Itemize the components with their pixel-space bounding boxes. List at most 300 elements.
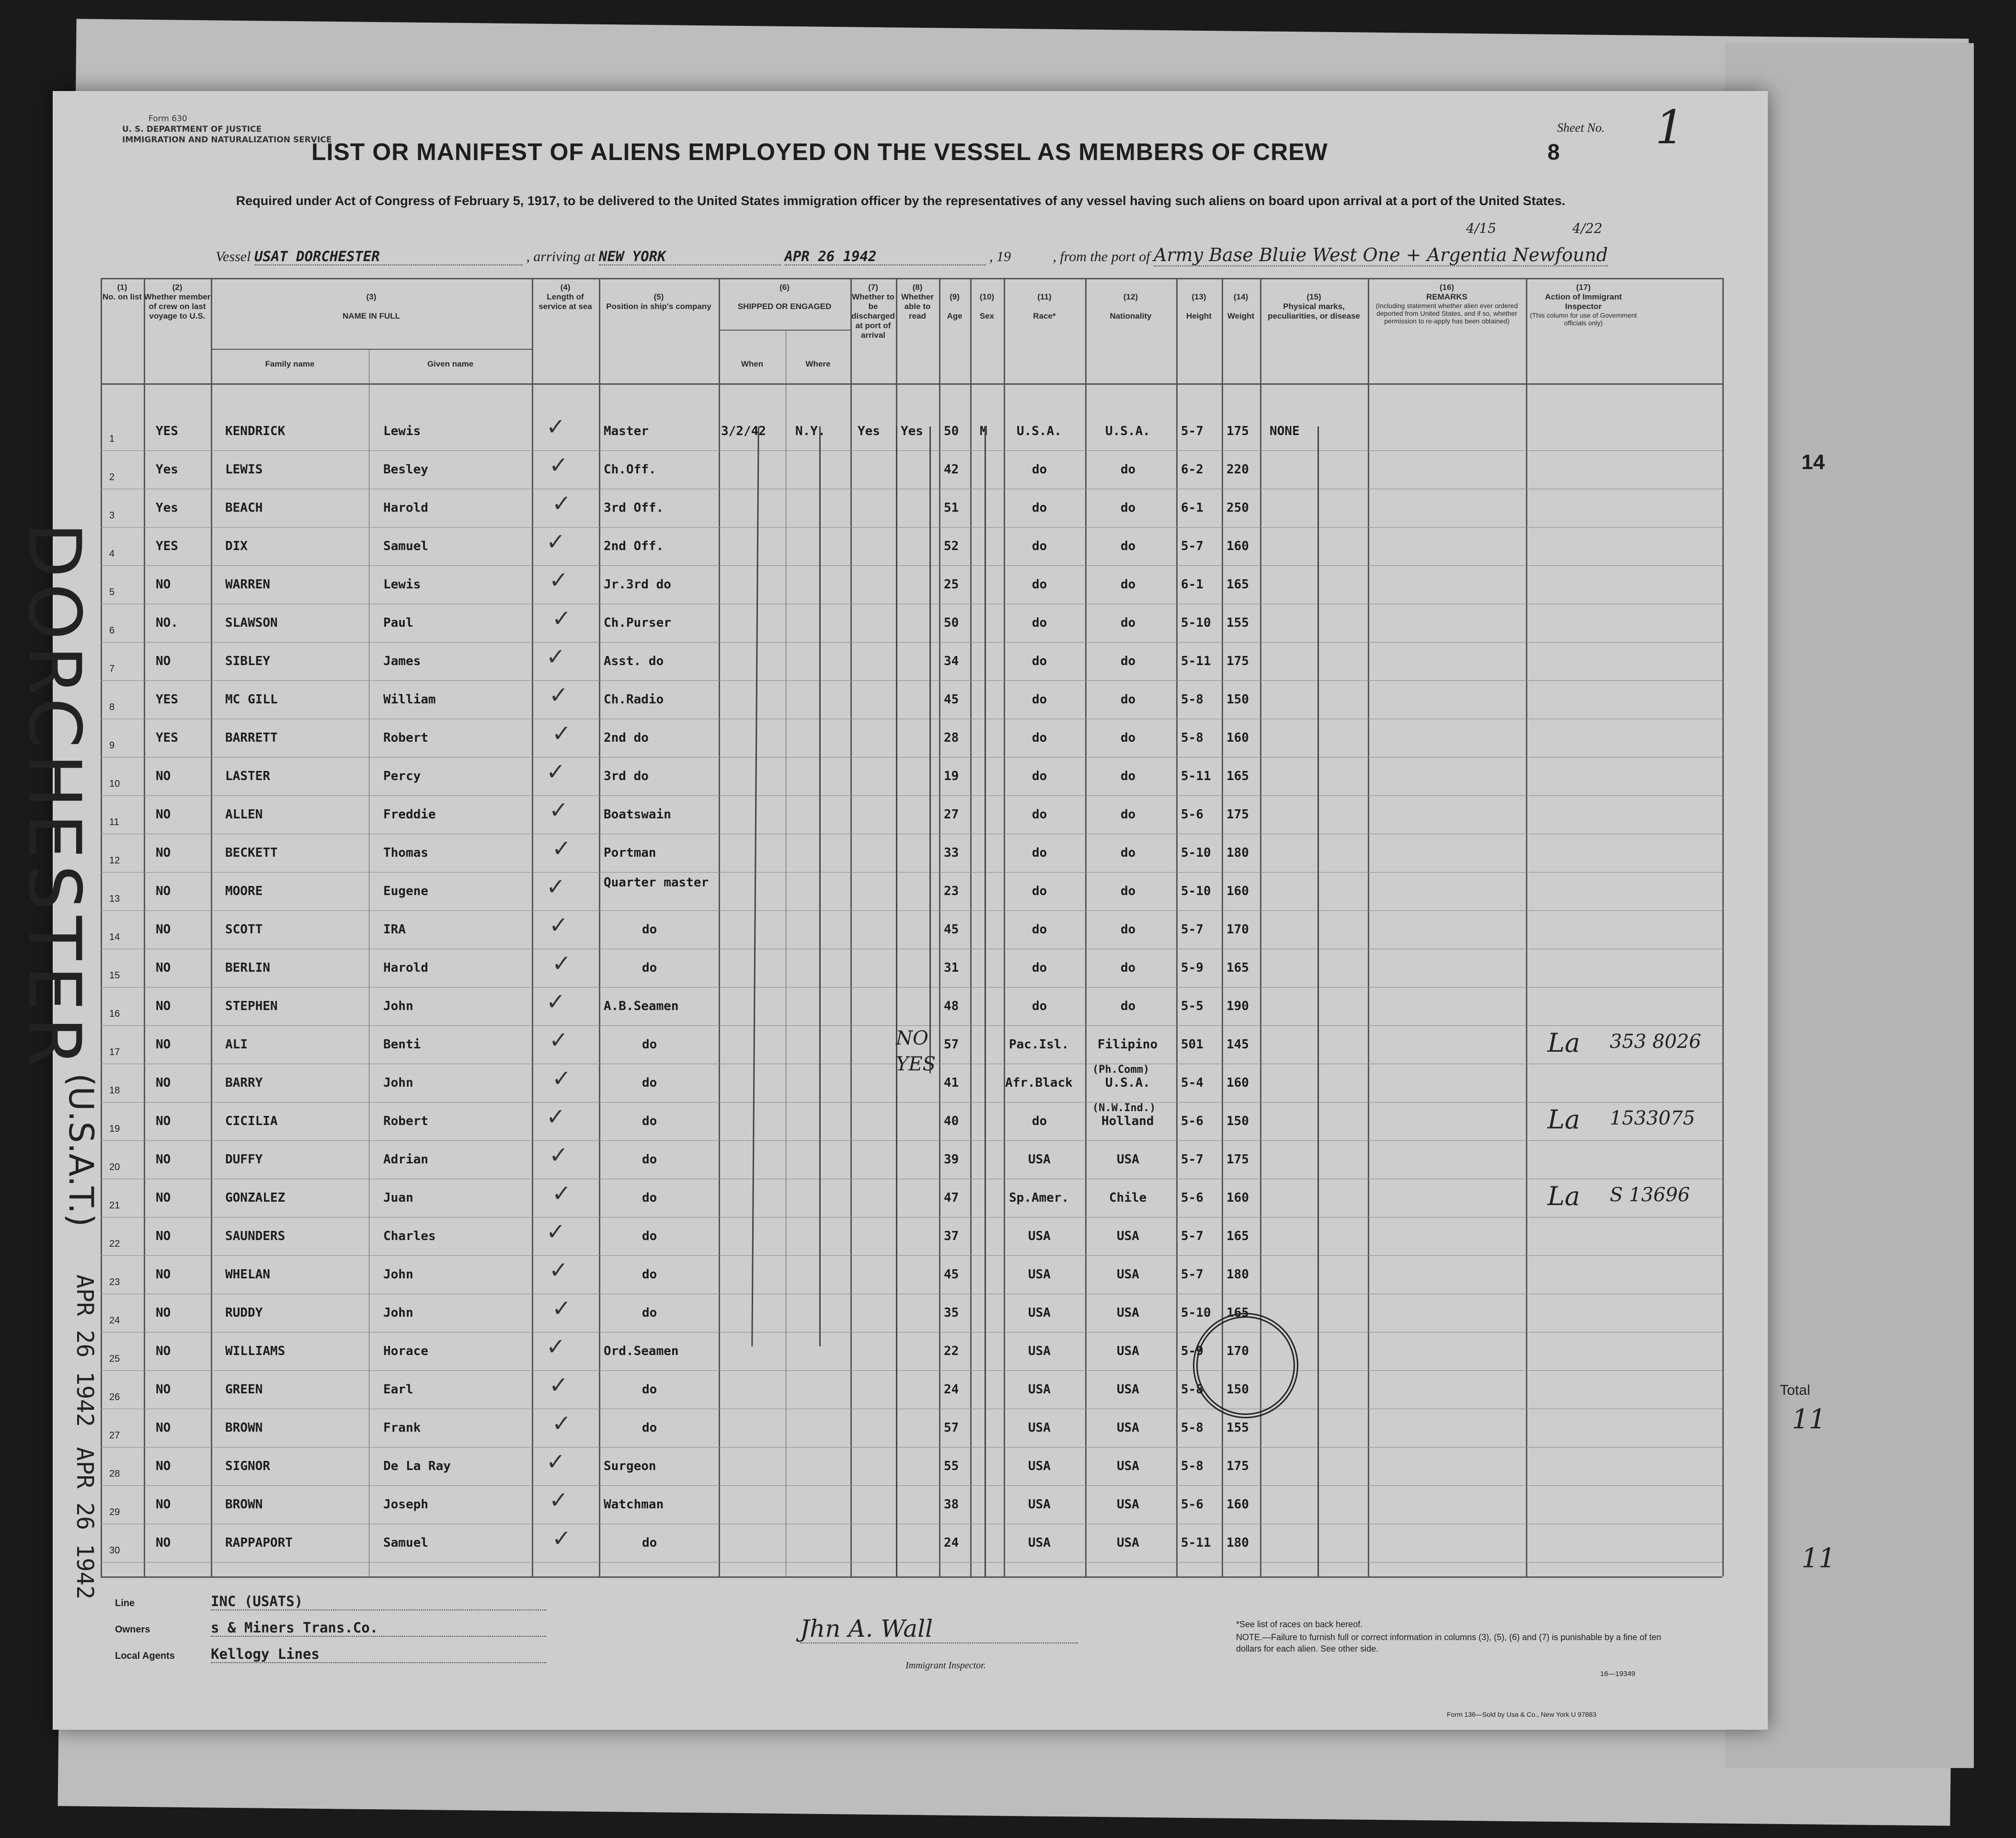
inspector-action-number: 353 8026 [1610,1031,1701,1053]
cell-given: Juan [383,1191,413,1205]
cell-ht: 5-8 [1181,692,1203,707]
cell-nat: do [1121,501,1136,515]
requirement-text: Required under Act of Congress of February 5, 1917, to be delivered to the United States immigration officer by the representatives of any vessel having such aliens on board upon arrival at a port of the United States. [236,194,1566,208]
underlying-total-a: 11 [1792,1404,1826,1435]
cell-family: SIGNOR [225,1459,270,1473]
cell-family: BEACH [225,501,263,515]
cell-nat: do [1121,922,1136,937]
cell-race: do [1032,846,1047,860]
cell-nat: USA [1117,1306,1139,1320]
cell-prior: NO [156,999,171,1013]
cell-n: 17 [109,1047,120,1057]
cell-prior: NO [156,807,171,822]
cell-race: USA [1028,1267,1051,1282]
cell-wt: 150 [1226,1382,1249,1397]
cell-ht: 5-10 [1181,616,1211,630]
col-header-12: (12) Nationality [1110,292,1152,321]
cell-pos: do [642,1076,657,1090]
cell-race: do [1032,807,1047,822]
cell-age: 24 [944,1536,959,1550]
cell-race: do [1032,654,1047,668]
cell-given: Samuel [383,539,428,553]
cell-wt: 150 [1226,1114,1249,1128]
row-rule [101,872,1722,873]
cell-pos: Surgeon [604,1459,656,1473]
cell-race: do [1032,462,1047,477]
service-checkmark: ✓ [546,988,566,1015]
service-checkmark: ✓ [546,528,566,555]
cell-race: USA [1028,1497,1051,1512]
read-correction: NO YES [896,1027,936,1075]
cell-age: 45 [944,922,959,937]
row-rule [101,1485,1722,1486]
cell-nat: Filipino [1098,1037,1158,1052]
cell-race: do [1032,961,1047,975]
cell-age: 50 [944,424,959,438]
cell-pos: do [642,1191,657,1205]
cell-nat: Holland [1101,1114,1154,1128]
cell-nat: do [1121,884,1136,898]
cell-given: John [383,1076,413,1090]
vessel-name: USAT DORCHESTER [254,248,523,265]
form-code: 16—19349 [1600,1670,1636,1678]
cell-age: 31 [944,961,959,975]
cell-wt: 220 [1226,462,1249,477]
cell-n: 25 [109,1354,120,1364]
cell-family: DUFFY [225,1152,263,1167]
vessel-line [216,244,1608,265]
cell-ht: 5-7 [1181,1229,1203,1243]
cell-race: USA [1028,1229,1051,1243]
manifest-title: LIST OR MANIFEST OF ALIENS EMPLOYED ON THE VESSEL AS MEMBERS OF CREW [311,138,1328,165]
cell-given: John [383,999,413,1013]
table-header-bottom [101,383,1722,385]
cell-family: BECKETT [225,846,278,860]
cell-ht: 5-7 [1181,424,1203,438]
cell-given: Lewis [383,577,421,592]
cell-wt: 175 [1226,654,1249,668]
cell-given: Lewis [383,424,421,438]
margin-ship-name: DORCHESTER [12,522,96,1073]
cell-race: do [1032,884,1047,898]
table-bottom-line [101,1576,1722,1578]
service-checkmark: ✓ [546,758,566,785]
cell-race: USA [1028,1421,1051,1435]
cell-family: LASTER [225,769,270,783]
cell-pos: Ch.Radio [604,692,664,707]
cell-nat: USA [1117,1459,1139,1473]
cell-race: USA [1028,1344,1051,1358]
cell-wt: 150 [1226,692,1249,707]
cell-ht: 501 [1181,1037,1203,1052]
service-checkmark: ✓ [549,452,569,479]
cell-n: 13 [109,894,120,904]
sheet-number-printed: 8 [1547,139,1560,164]
col-header-10: (10) Sex [979,292,995,321]
cell-prior: NO [156,1152,171,1167]
inspector-signature: Jhn A. Wall [800,1615,1078,1643]
margin-date-stamp-2: APR 26 1942 [71,1447,98,1599]
cell-given: Freddie [383,807,436,822]
service-checkmark: ✓ [552,605,572,632]
cell-race: do [1032,616,1047,630]
cell-family: WHELAN [225,1267,270,1282]
given-name-subheader: Given name [427,359,474,368]
cell-prior: NO [156,1076,171,1090]
cell-age: 47 [944,1191,959,1205]
cell-age: 57 [944,1037,959,1052]
cell-family: KENDRICK [225,424,286,438]
cell-family: BROWN [225,1497,263,1512]
cell-given: Harold [383,961,428,975]
cell-pos: Portman [604,846,656,860]
cell-given: Thomas [383,846,428,860]
cell-age: 42 [944,462,959,477]
cell-prior: NO [156,961,171,975]
sheet-number-label: Sheet No. [1557,121,1605,135]
cell-pos: do [642,1114,657,1128]
cell-race: USA [1028,1382,1051,1397]
cell-age: 33 [944,846,959,860]
col-header-7: (7) Whether to be discharged at port of arrival [851,283,895,340]
ditto-stroke-marks [1317,426,1319,1576]
row-rule [101,1217,1722,1218]
cell-prior: NO. [156,616,178,630]
cell-n: 8 [109,702,115,712]
row-rule [101,527,1722,528]
department-seal-stamp [1193,1313,1298,1418]
cell-given: Earl [383,1382,413,1397]
cell-wt: 160 [1226,1076,1249,1090]
arriving-at: NEW YORK [599,248,781,265]
cell-pos: do [642,922,657,937]
cell-nat: USA [1117,1344,1139,1358]
from-port-dates: 4/15 4/22 [1466,220,1603,236]
cell-nat: do [1121,961,1136,975]
cell-family: ALI [225,1037,248,1052]
cell-prior: Yes [156,501,178,515]
cell-ht: 5-11 [1181,654,1211,668]
cell-prior: NO [156,1267,171,1282]
col-header-9: (9) Age [947,292,962,321]
cell-prior: NO [156,1191,171,1205]
service-checkmark: ✓ [552,490,572,517]
cell-pos: 2nd Off. [604,539,664,553]
cell-n: 22 [109,1239,120,1249]
cell-pos: Boatswain [604,807,671,822]
name-subheader-line [211,349,532,350]
service-checkmark: ✓ [549,1142,569,1169]
cell-nat: U.S.A. [1105,1076,1150,1090]
ditto-stroke-when [751,426,759,1346]
printer-line: Form 136—Sold by Usa & Co., New York U 97883 [1447,1711,1597,1718]
cell-pos: Jr.3rd do [604,577,671,592]
cell-family: ALLEN [225,807,263,822]
cell-ht: 5-4 [1181,1076,1203,1090]
arriving-label: , arriving at [526,249,596,264]
service-checkmark: ✓ [546,1103,566,1130]
nationality-note-17: (Ph.Comm) [1092,1064,1150,1076]
cell-given: Charles [383,1229,436,1243]
cell-age: 23 [944,884,959,898]
cell-given: Joseph [383,1497,428,1512]
cell-age: 55 [944,1459,959,1473]
service-checkmark: ✓ [552,950,572,977]
cell-ht: 5-6 [1181,807,1203,822]
col-header-17: (17) Action of Immigrant Inspector (This column for use of Government officials only) [1530,283,1637,327]
service-checkmark: ✓ [549,797,569,824]
cell-ht: 5-10 [1181,884,1211,898]
cell-n: 23 [109,1277,120,1287]
cell-age: 52 [944,539,959,553]
cell-ht: 5-7 [1181,1152,1203,1167]
cell-family: RAPPAPORT [225,1536,293,1550]
cell-wt: 180 [1226,1536,1249,1550]
cell-race: Sp.Amer. [1009,1191,1069,1205]
cell-ht: 5-6 [1181,1114,1203,1128]
service-checkmark: ✓ [549,1372,569,1399]
cell-nat: USA [1117,1267,1139,1282]
cell-n: 27 [109,1430,120,1441]
cell-nat: do [1121,846,1136,860]
cell-prior: NO [156,654,171,668]
cell-n: 6 [109,625,115,636]
cell-race: USA [1028,1536,1051,1550]
cell-given: Eugene [383,884,428,898]
row-rule [101,1140,1722,1141]
cell-n: 10 [109,779,120,789]
row-rule [101,757,1722,758]
cell-given: Benti [383,1037,421,1052]
where-subheader: Where [805,359,831,368]
cell-family: DIX [225,539,248,553]
cell-pos: do [642,1267,657,1282]
cell-given: Robert [383,1114,428,1128]
from-port: Army Base Bluie West One + Argentia Newfound [1154,244,1608,265]
cell-race: USA [1028,1152,1051,1167]
cell-ht: 5-7 [1181,1267,1203,1282]
cell-ht: 5-9 [1181,1344,1203,1358]
cell-race: do [1032,501,1047,515]
cell-wt: 180 [1226,1267,1249,1282]
row-rule [101,642,1722,643]
cell-pos: A.B.Seamen [604,999,679,1013]
cell-pos: do [642,1382,657,1397]
col-header-8: (8) Whether able to read [901,283,934,321]
cell-wt: 180 [1226,846,1249,860]
col-header-13: (13) Height [1186,292,1212,321]
col-header-6: (6) SHIPPED OR ENGAGED [737,283,832,311]
cell-prior: NO [156,1421,171,1435]
cell-n: 18 [109,1085,120,1096]
cell-nat: do [1121,807,1136,822]
owners-label: Owners [115,1624,150,1635]
service-checkmark: ✓ [552,1525,572,1552]
cell-ht: 5-11 [1181,769,1211,783]
underlying-total-b: 11 [1801,1543,1836,1574]
cell-prior: NO [156,922,171,937]
row-rule [101,1102,1722,1103]
cell-family: BROWN [225,1421,263,1435]
underlying-total-label: Total [1780,1382,1810,1398]
cell-given: Percy [383,769,421,783]
cell-family: BARRETT [225,731,278,745]
cell-prior: Yes [156,462,178,477]
family-name-subheader: Family name [265,359,315,368]
cell-race: do [1032,692,1047,707]
cell-nat: USA [1117,1382,1139,1397]
service-checkmark: ✓ [546,1218,566,1245]
cell-pos: do [642,1421,657,1435]
service-checkmark: ✓ [552,835,572,862]
cell-n: 16 [109,1009,120,1019]
cell-ht: 5-10 [1181,846,1211,860]
cell-nat: USA [1117,1497,1139,1512]
cell-ht: 5-8 [1181,1459,1203,1473]
cell-ht: 5-8 [1181,1421,1203,1435]
inspector-action-number: 1533075 [1610,1107,1695,1129]
cell-sex: M [980,424,987,438]
cell-ht: 6-1 [1181,577,1203,592]
row-rule [101,1332,1722,1333]
col-header-11: (11) Race* [1033,292,1056,321]
cell-wt: 160 [1226,1191,1249,1205]
ditto-stroke-where [819,426,821,1346]
cell-age: 28 [944,731,959,745]
cell-race: USA [1028,1306,1051,1320]
cell-ht: 5-5 [1181,999,1203,1013]
cell-dis: Yes [858,424,880,438]
col-header-16: (16) REMARKS (Including statement whether alien ever ordered deported from United States, and if so, whether permission to re-apply has been obtained) [1375,283,1518,325]
cell-prior: NO [156,1536,171,1550]
ditto-stroke-sex [985,426,986,1576]
service-line: IMMIGRATION AND NATURALIZATION SERVICE [122,135,332,145]
col-header-15: (15) Physical marks, peculiarities, or disease [1268,292,1360,321]
cell-n: 19 [109,1124,120,1134]
service-checkmark: ✓ [549,1257,569,1284]
cell-race: U.S.A. [1017,424,1062,438]
cell-family: SIBLEY [225,654,270,668]
when-subheader: When [741,359,764,368]
ditto-stroke-discharged [896,426,897,1576]
underlying-page-number: 14 [1801,450,1825,474]
row-rule [101,1370,1722,1371]
cell-nat: do [1121,539,1136,553]
row-rule [101,910,1722,911]
cell-prior: NO [156,1382,171,1397]
cell-n: 3 [109,510,115,521]
cell-n: 14 [109,932,120,942]
cell-pos: do [642,1229,657,1243]
cell-family: LEWIS [225,462,263,477]
cell-n: 28 [109,1469,120,1479]
cell-ht: 6-2 [1181,462,1203,477]
cell-age: 57 [944,1421,959,1435]
cell-prior: NO [156,1229,171,1243]
cell-pos: Master [604,424,649,438]
cell-age: 41 [944,1076,959,1090]
cell-wt: 155 [1226,616,1249,630]
cell-nat: do [1121,769,1136,783]
cell-ht: 5-10 [1181,1306,1211,1320]
row-rule [101,795,1722,796]
cell-nat: USA [1117,1152,1139,1167]
cell-pos: do [642,961,657,975]
cell-given: John [383,1306,413,1320]
cell-family: SCOTT [225,922,263,937]
col-header-3: (3) NAME IN FULL [343,292,400,321]
cell-family: WILLIAMS [225,1344,286,1358]
cell-wt: 175 [1226,1152,1249,1167]
cell-given: Besley [383,462,428,477]
service-checkmark: ✓ [549,1027,569,1054]
cell-prior: NO [156,769,171,783]
col-header-5: (5) Position in ship's company [606,292,711,311]
cell-ht: 5-9 [1181,961,1203,975]
cell-wt: 175 [1226,424,1249,438]
cell-pos: do [642,1536,657,1550]
cell-where: N.Y. [795,424,825,438]
cell-wt: 175 [1226,807,1249,822]
cell-wt: 165 [1226,961,1249,975]
cell-race: Afr.Black [1005,1076,1073,1090]
cell-given: Paul [383,616,413,630]
cell-nat: Chile [1109,1191,1147,1205]
cell-race: do [1032,577,1047,592]
row-rule [101,450,1722,451]
cell-prior: NO [156,1114,171,1128]
cell-wt: 165 [1226,769,1249,783]
cell-pos: Ch.Off. [604,462,656,477]
cell-given: Samuel [383,1536,428,1550]
cell-when: 3/2/42 [721,424,766,438]
cell-nat: do [1121,462,1136,477]
cell-ht: 6-1 [1181,501,1203,515]
service-checkmark: ✓ [549,682,569,709]
cell-wt: 160 [1226,884,1249,898]
cell-given: Horace [383,1344,428,1358]
cell-pos: 3rd do [604,769,649,783]
cell-prior: YES [156,692,178,707]
vessel-label: Vessel [216,249,251,264]
inspector-action-number: S 13696 [1610,1184,1690,1206]
arrival-date: APR 26 1942 [785,248,986,265]
cell-pos: Ord.Seamen [604,1344,679,1358]
service-checkmark: ✓ [552,1295,572,1322]
cell-race: do [1032,922,1047,937]
service-checkmark: ✓ [546,873,566,900]
cell-nat: do [1121,654,1136,668]
cell-n: 12 [109,855,120,866]
cell-age: 34 [944,654,959,668]
cell-ht: 5-6 [1181,1497,1203,1512]
cell-age: 35 [944,1306,959,1320]
cell-ht: 5-7 [1181,539,1203,553]
cell-age: 45 [944,1267,959,1282]
cell-ht: 5-6 [1181,1191,1203,1205]
cell-family: MC GILL [225,692,278,707]
cell-pos: 2nd do [604,731,649,745]
cell-family: SLAWSON [225,616,278,630]
cell-age: 37 [944,1229,959,1243]
cell-given: Adrian [383,1152,428,1167]
agents-label: Local Agents [115,1651,175,1661]
cell-wt: 175 [1226,1459,1249,1473]
cell-family: BERLIN [225,961,270,975]
cell-given: James [383,654,421,668]
cell-ht: 5-8 [1181,731,1203,745]
cell-ht: 5-11 [1181,1536,1211,1550]
